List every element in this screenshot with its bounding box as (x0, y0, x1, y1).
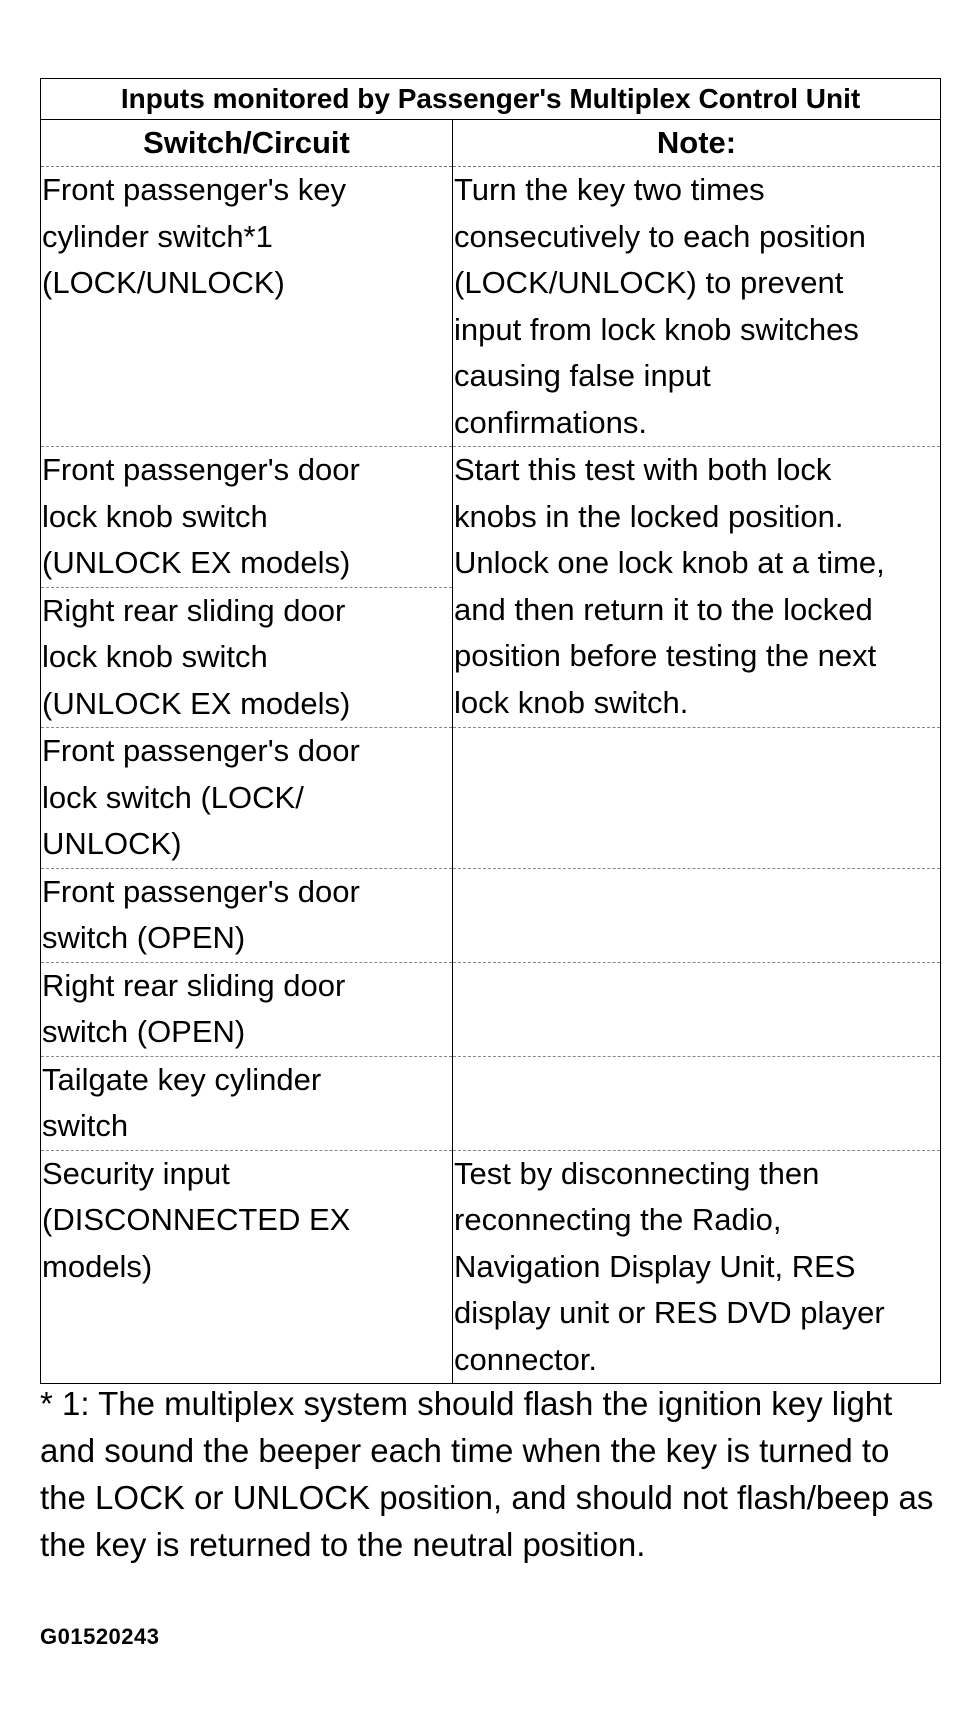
table-row (41, 728, 941, 869)
note-cell (453, 962, 941, 1056)
footnote: * 1: The multiplex system should flash the ignition key light and sound the beeper each time when the key is turned to the LOCK or UNLOCK position, and should not flash/beep as the key is returned to the neutral position. (40, 1385, 934, 1563)
switch-cell: Right rear sliding door lock knob switch (UNLOCK EX models) (41, 587, 453, 728)
document-id: G01520243 (40, 1624, 160, 1649)
table-title-row (41, 79, 941, 120)
switch-cell: Security input (DISCONNECTED EX models) (41, 1150, 453, 1384)
switch-cell: Right rear sliding door switch (OPEN) (41, 962, 453, 1056)
table-header-row (41, 120, 941, 167)
table-row (41, 868, 941, 962)
table-title: Inputs monitored by Passenger's Multiplex Control Unit (41, 79, 941, 120)
table-row (41, 962, 941, 1056)
switch-cell: Front passenger's door switch (OPEN) (41, 868, 453, 962)
note-cell: Start this test with both lock knobs in the locked position. Unlock one lock knob at a time, and then return it to the locked position before testing the next lock knob switch. (453, 447, 941, 728)
note-cell (453, 728, 941, 869)
note-cell: Test by disconnecting then reconnecting the Radio, Navigation Display Unit, RES display unit or RES DVD player connector. (453, 1150, 941, 1384)
note-cell (453, 1056, 941, 1150)
note-cell: Turn the key two times consecutively to each position (LOCK/UNLOCK) to prevent input from lock knob switches causing false input confirmations. (453, 167, 941, 447)
table-row (41, 1056, 941, 1150)
col-header-note: Note: (453, 120, 941, 167)
switch-cell: Front passenger's door lock switch (LOCK/ UNLOCK) (41, 728, 453, 869)
switch-cell: Tailgate key cylinder switch (41, 1056, 453, 1150)
table-row (41, 167, 941, 447)
table-row (41, 1150, 941, 1384)
switch-cell: Front passenger's key cylinder switch*1 (LOCK/UNLOCK) (41, 167, 453, 447)
col-header-switch: Switch/Circuit (41, 120, 453, 167)
table-row (41, 447, 941, 588)
note-cell (453, 868, 941, 962)
inputs-table (40, 78, 941, 1384)
switch-cell: Front passenger's door lock knob switch (UNLOCK EX models) (41, 447, 453, 588)
